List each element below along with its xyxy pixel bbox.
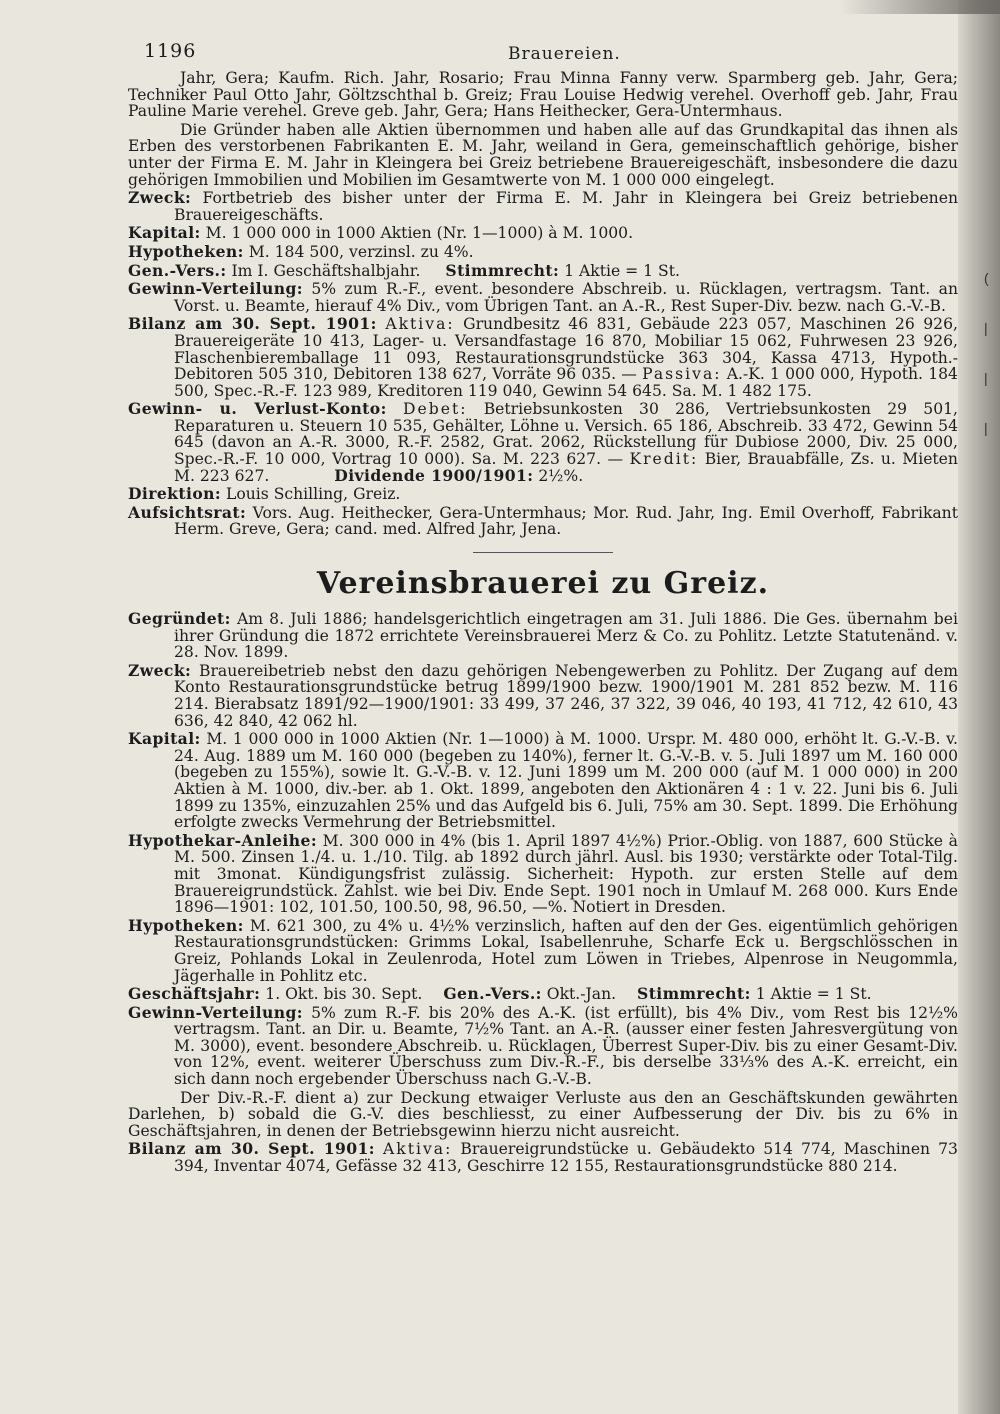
direktion-text: Louis Schilling, Greiz.: [225, 485, 401, 504]
stimmrecht-label: Stimmrecht:: [445, 260, 560, 280]
kapital-text-2: M. 1 000 000 in 1000 Aktien (Nr. 1—1000) à M. 1000. Urspr. M. 480 000, erhöht lt. G.-V.-B. v. 24. Aug. 1889 um M. 160 000 (begeben zu 140%), ferner lt. G.-V.-B. v. 5. Juli 1897 um M. 160 000 (begeben zu 155%), sowie lt. G.-V.-B. v. 12. Juni 1899 um M. 200 000 (auf M. 1 000 000) in 200 Aktien à M. 1000, div.-ber. ab 1. Okt. 1899, angeboten den Aktionären 4 : 1 v. 22. Juni bis 6. Juli 1899 zu 135%, einzuzahlen 25% und das Aufgeld bis 6. Juli, 75% am 30. Sept. 1899. Die Erhöhung erfolgte zwecks Vermehrung der Betriebsmittel.: [174, 730, 958, 832]
margin-mark: (: [984, 270, 989, 286]
bilanz-aktiva-text-2: Brauereigrundstücke u. Gebäudekto 514 774, Maschinen 73 394, Inventar 4074, Gefässe 32 413, Geschirre 12 155, Restaurationsgrundstücke 880 214.: [174, 1140, 958, 1176]
aufsichtsrat-label: Aufsichtsrat:: [128, 502, 247, 522]
geschaeftsjahr-text: 1. Okt. bis 30. Sept.: [265, 985, 423, 1004]
gewinnverteilung-text-2: 5% zum R.-F. bis 20% des A.-K. (ist erfüllt), bis 4% Div., vom Rest bis 12½% vertragsm. Tant. an Dir. u. Beamte, 7½% Tant. an A.-R. (ausser einer festen Jahresvergütung von M. 3000), event. besondere Abschreib. u. Rücklagen, Überrest Super-Div. bis zu einer Gesamt-Div. von 12%, event. weiterer Überschuss zum Div.-R.-F., bis derselbe 33⅓% des A.-K. erreicht, ein sich dann noch ergebender Überschuss nach G.-V.-B.: [174, 1003, 958, 1089]
bilanz-aktiva-text: Grundbesitz 46 831, Gebäude 223 057, Maschinen 26 926, Brauereigeräte 10 413, Lager- u. Versandfastage 16 870, Mobiliar 15 062, Fuhrwesen 23 926, Flaschenbieremballage 11 093, Restaurationsgrundstücke 363 304, Kassa 4713, Hypoth.-Debitoren 505 310, Debitoren 138 627, Vorräte 96 035. —: [174, 315, 958, 384]
reserve-paragraph: Der Div.-R.-F. dient a) zur Deckung etwaiger Verluste aus den an Geschäftskunden gewährten Darlehen, b) sobald die G.-V. dies beschliesst, zu einer Aufbesserung der Div. bis zu 6% in Geschäftsjahren, in denen der Betriebsgewinn hierzu nicht ausreicht.: [128, 1088, 958, 1140]
guv-kredit-text: Bier, Brauabfälle, Zs. u. Mieten M. 223 627.: [174, 450, 958, 485]
gewinnverteilung-entry-2: [128, 1002, 958, 1089]
gegruendet-label: Gegründet:: [128, 609, 231, 629]
dividende-label: Dividende 1900/1901:: [334, 465, 534, 485]
geschaeftsjahr-entry: [128, 986, 958, 1003]
direktion-label: Direktion:: [128, 484, 222, 504]
page-number: 1196: [144, 40, 197, 62]
aufsichtsrat-entry: [128, 502, 958, 539]
genvers-label-2: Gen.-Vers.:: [443, 984, 542, 1004]
anleihe-text: M. 300 000 in 4% (bis 1. April 1897 4½%) Prior.-Oblig. von 1887, 600 Stücke à M. 500. Zinsen 1./4. u. 1./10. Tilg. ab 1892 durch jährl. Ausl. bis 1930; verstärkte oder Total-Tilg. mit 3monat. Kündigungsfrist zulässig. Sicherheit: Hypoth. zur ersten Stelle auf dem Brauereigrundstück. Zahlst. wie bei Div. Ende Sept. 1901 noch in Umlauf M. 268 000. Kurs Ende 1896—1901: 102, 101.50, 100.50, 98, 96.50, —%. Notiert in Dresden.: [174, 831, 958, 917]
geschaeftsjahr-label: Geschäftsjahr:: [128, 984, 261, 1004]
aufsichtsrat-text: Vors. Aug. Heithecker, Gera-Untermhaus; Mor. Rud. Jahr, Ing. Emil Overhoff, Fabrikant Herm. Greve, Gera; cand. med. Alfred Jahr, Jena.: [174, 503, 958, 539]
margin-mark: |: [984, 370, 988, 386]
bilanz-passiva-text: A.-K. 1 000 000, Hypoth. 184 500, Spec.-R.-F. 123 989, Kreditoren 119 040, Gewinn 54 645. Sa. M. 1 482 175.: [174, 365, 958, 400]
kapital-entry: [128, 225, 958, 242]
gegruendet-entry: [128, 611, 958, 661]
anleihe-entry: [128, 830, 958, 917]
bilanz-passiva-label: Passiva:: [642, 365, 722, 384]
zweck-text-2: Brauereibetrieb nebst den dazu gehörigen Nebengewerben zu Pohlitz. Der Zugang auf dem Konto Restaurationsgrundstücke betrug 1899/1900 bezw. 1900/1901 M. 281 852 bezw. M. 116 214. Bierabsatz 1891/92—1900/1901: 33 499, 37 246, 37 322, 39 046, 40 193, 41 712, 42 610, 43 636, 42 840, 42 062 hl.: [174, 661, 958, 730]
hypotheken-label: Hypotheken:: [128, 241, 244, 261]
bilanz-entry: [128, 316, 958, 399]
hypotheken-entry: [128, 241, 958, 261]
gewinnverteilung-entry: [128, 281, 958, 314]
genvers-text-2: Okt.-Jan.: [546, 985, 617, 1004]
kapital-label-2: Kapital:: [128, 729, 201, 749]
hypotheken-text: M. 184 500, verzinsl. zu 4%.: [248, 242, 474, 261]
kapital-label: Kapital:: [128, 223, 201, 243]
kapital-entry-2: [128, 731, 958, 831]
gewinnverteilung-label-2: Gewinn-Verteilung:: [128, 1002, 303, 1022]
gewinnverteilung-label: Gewinn-Verteilung:: [128, 279, 303, 299]
genvers-entry: [128, 260, 958, 280]
company-title: Vereinsbrauerei zu Greiz.: [316, 566, 770, 602]
genvers-label: Gen.-Vers.:: [128, 260, 227, 280]
gewinnverteilung-text: 5% zum R.-F., event. besondere Abschreib. u. Rücklagen, vertragsm. Tant. an Vorst. u. Beamte, hierauf 4% Div., vom Übrigen Tant. an A.-R., Rest Super-Div. bezw. nach G.-V.-B.: [174, 280, 958, 315]
kapital-text: M. 1 000 000 in 1000 Aktien (Nr. 1—1000) à M. 1000.: [205, 224, 634, 243]
guv-debet-label: Debet:: [403, 400, 468, 419]
guv-debet-text: Betriebsunkosten 30 286, Vertriebsunkosten 29 501, Reparaturen u. Steuern 10 535, Gehälter, Löhne u. Versich. 65 186, Abschreib. 33 472, Gewinn 54 645 (davon an A.-R. 3000, R.-F. 2582, Grat. 2062, Rückstellung für Dubiose 2000, Div. 25 000, Spec.-R.-F. 10 000, Vortrag 10 000). Sa. M. 223 627. —: [174, 400, 958, 469]
zweck-text: Fortbetrieb des bisher unter der Firma E. M. Jahr in Kleingera bei Greiz betriebenen Brauereigeschäfts.: [174, 189, 958, 224]
guv-kredit-label: Kredit:: [629, 450, 699, 469]
scan-page-edge: [958, 0, 1000, 1414]
stimmrecht-text-2: 1 Aktie = 1 St.: [755, 985, 872, 1004]
margin-marks: [984, 270, 998, 470]
scan-corner-shadow: [840, 0, 1000, 14]
zweck-entry: [128, 190, 958, 223]
bilanz-label: Bilanz am 30. Sept. 1901:: [128, 314, 377, 334]
founders-list: Jahr, Gera; Kaufm. Rich. Jahr, Rosario; Frau Minna Fanny verw. Sparmberg geb. Jahr, Gera; Techniker Paul Otto Jahr, Göltzschthal b. Greiz; Frau Louise Hedwig verehel. Overhoff geb. Jahr, Frau Pauline Marie verehel. Greve geb. Jahr, Gera; Hans Heithecker, Gera-Untermhaus.: [128, 69, 958, 121]
bilanz-entry-2: [128, 1141, 958, 1174]
running-title: Brauereien.: [508, 44, 621, 64]
stimmrecht-text: 1 Aktie = 1 St.: [564, 261, 680, 280]
guv-label: Gewinn- u. Verlust-Konto:: [128, 399, 387, 419]
zweck-label: Zweck:: [128, 188, 192, 208]
guv-entry: [128, 401, 958, 484]
genvers-text: Im I. Geschäftshalbjahr.: [231, 261, 421, 280]
gegruendet-text: Am 8. Juli 1886; handelsgerichtlich eingetragen am 31. Juli 1886. Die Ges. übernahm bei ihrer Gründung die 1872 errichtete Vereinsbrauerei Merz & Co. zu Pohlitz. Letzte Statutenänd. v. 28. Nov. 1899.: [174, 610, 958, 662]
zweck-entry-2: [128, 660, 958, 730]
margin-mark: |: [984, 420, 988, 436]
founders-paragraph: Die Gründer haben alle Aktien übernommen und haben alle auf das Grundkapital das ihnen als Erben des verstorbenen Fabrikanten E. M. Jahr, weiland in Gera, gemeinschaftlich gehörige, bisher unter der Firma E. M. Jahr in Kleingera bei Greiz betriebene Brauereigeschäft, insbesondere die dazu gehörigen Immobilien und Mobilien im Gesamtwerte von M. 1 000 000 eingelegt.: [128, 120, 958, 189]
dividende-text: 2½%.: [538, 466, 584, 485]
bilanz-aktiva-label: Aktiva:: [385, 315, 455, 334]
bilanz-label-2: Bilanz am 30. Sept. 1901:: [128, 1139, 375, 1159]
direktion-entry: [128, 486, 958, 503]
anleihe-label: Hypothekar-Anleihe:: [128, 830, 317, 850]
margin-mark: |: [984, 320, 988, 336]
zweck-label-2: Zweck:: [128, 660, 192, 680]
hypotheken-entry-2: [128, 915, 958, 985]
document-page: [128, 32, 958, 1177]
stimmrecht-label-2: Stimmrecht:: [637, 984, 751, 1004]
bilanz-aktiva-label-2: Aktiva:: [383, 1140, 453, 1159]
section-divider: [473, 552, 613, 553]
hypotheken-label-2: Hypotheken:: [128, 915, 244, 935]
hypotheken-text-2: M. 621 300, zu 4% u. 4½% verzinslich, haften auf den der Ges. eigentümlich gehörigen Restaurationsgrundstücken: Grimms Lokal, Isabellenruhe, Scharfe Eck u. Bergschlösschen in Greiz, Pohlands Lokal in Zeulenroda, Hotel zum Löwen in Triebes, Alpenrose in Neugommla, Jägerhalle in Pohlitz etc.: [174, 916, 958, 985]
page-header: [128, 32, 958, 68]
